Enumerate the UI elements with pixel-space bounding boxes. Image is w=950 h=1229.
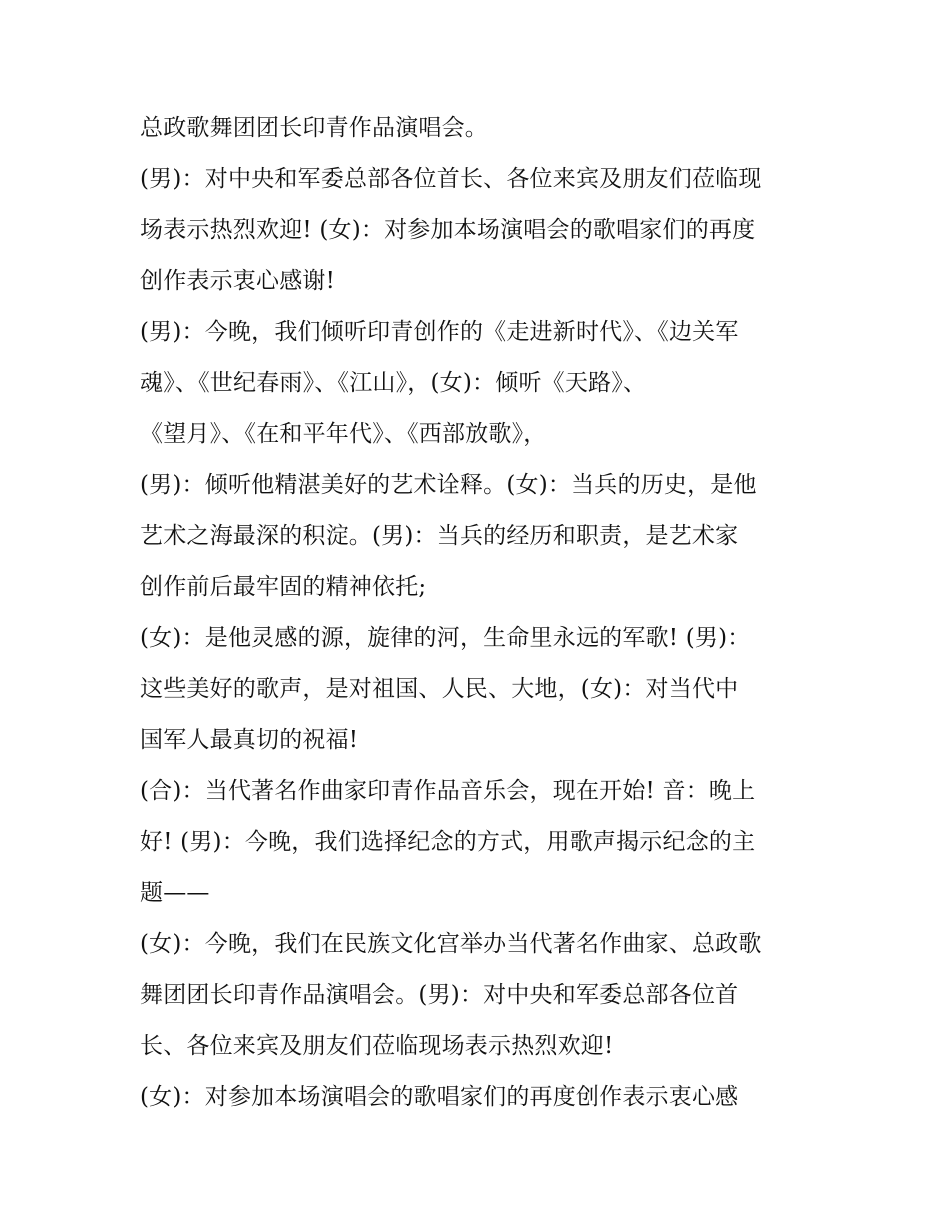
document-body xyxy=(140,103,820,1123)
text-line: (男)：对中央和军委总部各位首长、各位来宾及朋友们莅临现 xyxy=(140,166,762,192)
text-line: 创作前后最牢固的精神依托; xyxy=(140,574,427,600)
text-line: 《望月》、《在和平年代》、《西部放歌》， xyxy=(140,421,547,447)
text-line: 场表示热烈欢迎! (女)：对参加本场演唱会的歌唱家们的再度 xyxy=(140,217,756,243)
text-line: (女)：对参加本场演唱会的歌唱家们的再度创作表示衷心感 xyxy=(140,1084,739,1110)
text-line: 国军人最真切的祝福! xyxy=(140,727,359,753)
text-line: 舞团团长印青作品演唱会。(男)：对中央和军委总部各位首 xyxy=(140,982,739,1008)
text-line: (女)：是他灵感的源，旋律的河，生命里永远的军歌! (男)： xyxy=(140,625,751,651)
text-line: 长、各位来宾及朋友们莅临现场表示热烈欢迎! xyxy=(140,1033,614,1059)
text-line: 艺术之海最深的积淀。(男)：当兵的经历和职责，是艺术家 xyxy=(140,523,739,549)
text-line: (男)：倾听他精湛美好的艺术诠释。(女)：当兵的历史，是他 xyxy=(140,472,757,498)
text-line: (合)：当代著名作曲家印青作品音乐会，现在开始! 音：晚上 xyxy=(140,778,756,804)
text-line: (男)：今晚，我们倾听印青创作的《走进新时代》、《边关军 xyxy=(140,319,739,345)
text-line: 这些美好的歌声，是对祖国、人民、大地，(女)：对当代中 xyxy=(140,676,739,702)
text-line: (女)：今晚，我们在民族文化宫举办当代著名作曲家、总政歌 xyxy=(140,931,762,957)
text-line: 好! (男)：今晚，我们选择纪念的方式，用歌声揭示纪念的主 xyxy=(140,829,756,855)
text-line: 创作表示衷心感谢! xyxy=(140,268,336,294)
text-line: 总政歌舞团团长印青作品演唱会。 xyxy=(140,115,488,141)
text-line: 题—— xyxy=(140,880,210,906)
text-line: 魂》、《世纪春雨》、《江山》，(女)：倾听《天路》、 xyxy=(140,370,647,396)
